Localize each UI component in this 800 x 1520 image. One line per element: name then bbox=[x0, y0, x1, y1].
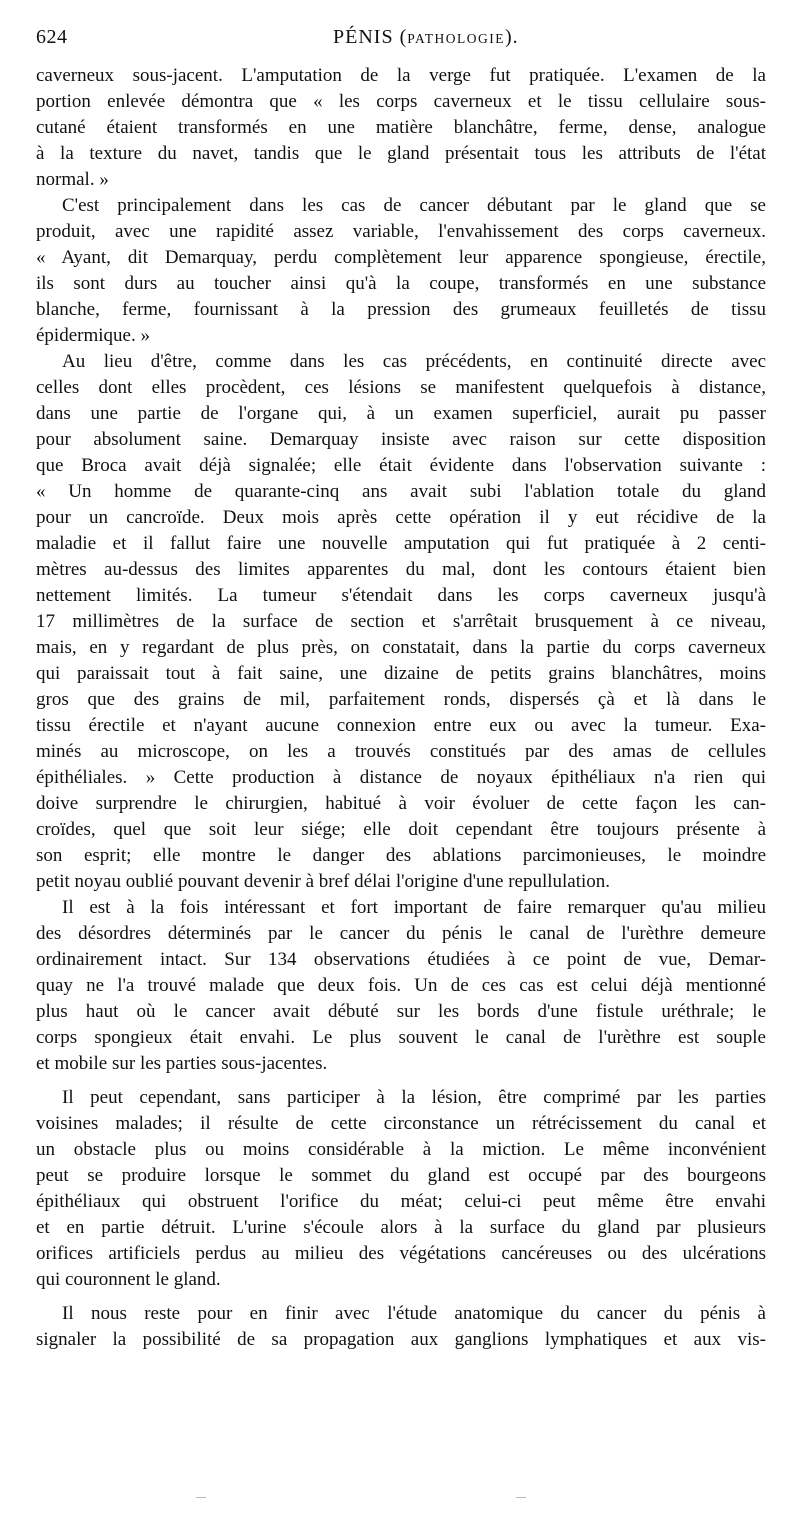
text-line: celles dont elles procèdent, ces lésions se manifestent quelquefois à distance, bbox=[36, 377, 766, 398]
text-line: nettement limités. La tumeur s'étendait dans les corps caverneux jusqu'à bbox=[36, 585, 766, 606]
text-line: produit, avec une rapidité assez variable, l'envahissement des corps caverneux. bbox=[36, 221, 766, 242]
text-line: tissu érectile et n'ayant aucune connexion entre eux ou avec la tumeur. Exa- bbox=[36, 715, 766, 736]
paragraph bbox=[36, 193, 766, 349]
body-text bbox=[36, 63, 766, 1353]
text-line: maladie et il fallut faire une nouvelle amputation qui fut pratiquée à 2 centi- bbox=[36, 533, 766, 554]
text-line: épithéliaux qui obstruent l'orifice du méat; celui-ci peut même être envahi bbox=[36, 1191, 766, 1212]
text-line: ordinairement intact. Sur 134 observations étudiées à ce point de vue, Demar- bbox=[36, 949, 766, 970]
page-number: 624 bbox=[36, 26, 68, 48]
text-line: quay ne l'a trouvé malade que deux fois. Un de ces cas est celui déjà mentionné bbox=[36, 975, 766, 996]
text-line: cutané étaient transformés en une matière blanchâtre, ferme, dense, analogue bbox=[36, 117, 766, 138]
text-line: signaler la possibilité de sa propagation aux ganglions lymphatiques et aux vis- bbox=[36, 1329, 766, 1350]
text-line: doive surprendre le chirurgien, habitué à voir évoluer de cette façon les can- bbox=[36, 793, 766, 814]
text-line: mètres au-dessus des limites apparentes du mal, dont les contours étaient bien bbox=[36, 559, 766, 580]
text-line: mais, en y regardant de plus près, on constatait, dans la partie du corps caverneux bbox=[36, 637, 766, 658]
text-line: ils sont durs au toucher ainsi qu'à la coupe, transformés en une substance bbox=[36, 273, 766, 294]
text-line: gros que des grains de mil, parfaitement ronds, dispersés çà et là dans le bbox=[36, 689, 766, 710]
paragraph-gap bbox=[36, 1077, 766, 1085]
text-line: voisines malades; il résulte de cette circonstance un rétrécissement du canal et bbox=[36, 1113, 766, 1134]
paragraph bbox=[36, 63, 766, 193]
text-line: Au lieu d'être, comme dans les cas précédents, en continuité directe avec bbox=[62, 351, 766, 372]
text-line: orifices artificiels perdus au milieu des végétations cancéreuses ou des ulcérations bbox=[36, 1243, 766, 1264]
text-line: épithéliales. » Cette production à distance de noyaux épithéliaux n'a rien qui bbox=[36, 767, 766, 788]
text-line: 17 millimètres de la surface de section et s'arrêtait brusquement à ce niveau, bbox=[36, 611, 766, 632]
text-line: et en partie détruit. L'urine s'écoule alors à la surface du gland par plusieurs bbox=[36, 1217, 766, 1238]
page-header bbox=[36, 26, 766, 60]
running-title-main: PÉNIS ( bbox=[333, 26, 408, 48]
text-line: que Broca avait déjà signalée; elle était évidente dans l'observation suivante : bbox=[36, 455, 766, 476]
text-line: blanche, ferme, fournissant à la pression des grumeaux feuilletés de tissu bbox=[36, 299, 766, 320]
text-line: petit noyau oublié pouvant devenir à bref délai l'origine d'une repullulation. bbox=[36, 871, 611, 892]
paragraph bbox=[36, 895, 766, 1077]
text-line: Il peut cependant, sans participer à la lésion, être comprimé par les parties bbox=[62, 1087, 766, 1108]
text-line: des désordres déterminés par le cancer du pénis le canal de l'urèthre demeure bbox=[36, 923, 766, 944]
text-line: Il nous reste pour en finir avec l'étude anatomique du cancer du pénis à bbox=[62, 1303, 766, 1324]
text-line: pour un cancroïde. Deux mois après cette opération il y eut récidive de la bbox=[36, 507, 766, 528]
text-line: qui paraissait tout à fait saine, une dizaine de petits grains blanchâtres, moins bbox=[36, 663, 766, 684]
text-line: qui couronnent le gland. bbox=[36, 1269, 221, 1290]
text-line: peut se produire lorsque le sommet du gland est occupé par des bourgeons bbox=[36, 1165, 766, 1186]
text-line: pour absolument saine. Demarquay insiste avec raison sur cette disposition bbox=[36, 429, 766, 450]
text-line: caverneux sous-jacent. L'amputation de la verge fut pratiquée. L'examen de la bbox=[36, 65, 766, 86]
text-line: portion enlevée démontra que « les corps caverneux et le tissu cellulaire sous- bbox=[36, 91, 766, 112]
text-line: plus haut où le cancer avait débuté sur les bords d'une fistule uréthrale; le bbox=[36, 1001, 766, 1022]
text-line: Il est à la fois intéressant et fort important de faire remarquer qu'au milieu bbox=[62, 897, 766, 918]
text-line: C'est principalement dans les cas de cancer débutant par le gland que se bbox=[62, 195, 766, 216]
text-line: épidermique. » bbox=[36, 325, 150, 346]
text-line: son esprit; elle montre le danger des ablations parcimonieuses, le moindre bbox=[36, 845, 766, 866]
paragraph bbox=[36, 1085, 766, 1293]
text-line: normal. » bbox=[36, 169, 109, 190]
text-line: corps spongieux était envahi. Le plus souvent le canal de l'urèthre est souple bbox=[36, 1027, 766, 1048]
text-line: minés au microscope, on les a trouvés constitués par des amas de cellules bbox=[36, 741, 766, 762]
paragraph bbox=[36, 349, 766, 895]
paragraph-gap bbox=[36, 1293, 766, 1301]
text-line: croïdes, quel que soit leur siége; elle doit cependant être toujours présente à bbox=[36, 819, 766, 840]
running-title bbox=[333, 26, 519, 49]
text-line: « Ayant, dit Demarquay, perdu complètement leur apparence spongieuse, érectile, bbox=[36, 247, 766, 268]
text-line: et mobile sur les parties sous-jacentes. bbox=[36, 1053, 328, 1074]
page-edge-mark bbox=[196, 1497, 206, 1498]
text-line: à la texture du navet, tandis que le gland présentait tous les attributs de l'état bbox=[36, 143, 766, 164]
running-title-small-caps: PATHOLOGIE bbox=[407, 31, 505, 46]
text-line: dans une partie de l'organe qui, à un examen superficiel, aurait pu passer bbox=[36, 403, 766, 424]
paragraph bbox=[36, 1301, 766, 1353]
running-title-end: ). bbox=[505, 26, 519, 48]
text-line: « Un homme de quarante-cinq ans avait subi l'ablation totale du gland bbox=[36, 481, 766, 502]
text-line: un obstacle plus ou moins considérable à la miction. Le même inconvénient bbox=[36, 1139, 766, 1160]
page-edge-mark bbox=[516, 1497, 526, 1498]
